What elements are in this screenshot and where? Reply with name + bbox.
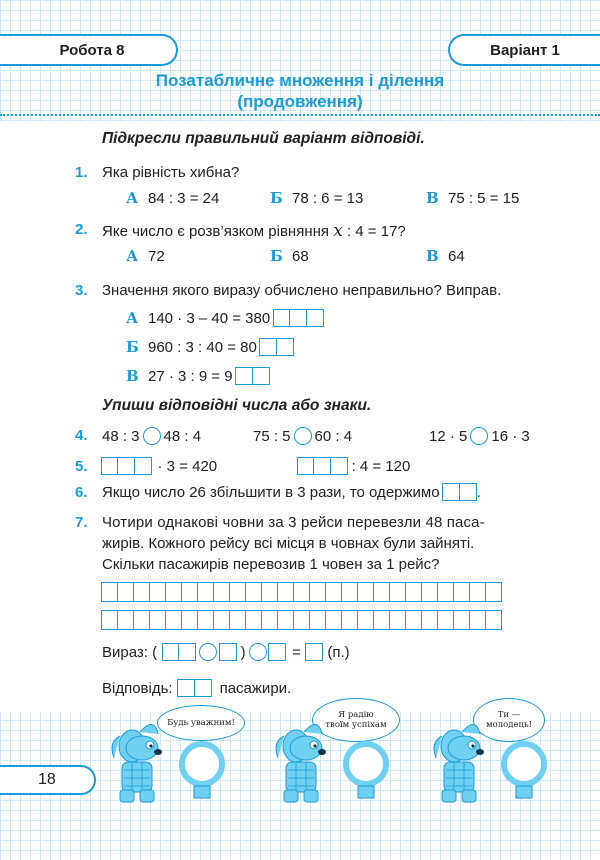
q2-option-b[interactable] [270, 247, 309, 265]
instruction-underline: Підкресли правильний варіант відповіді. [102, 130, 425, 147]
option-letter: В [426, 247, 439, 265]
grid-cell[interactable] [293, 610, 311, 630]
grid-cell[interactable] [149, 582, 167, 602]
bubble-text: Ти — молодець! [486, 710, 533, 730]
option-letter: А [126, 247, 139, 265]
sign-circle[interactable] [249, 643, 267, 661]
grid-cell[interactable] [485, 610, 503, 630]
grid-cell[interactable] [245, 610, 263, 630]
grid-cell[interactable] [453, 582, 471, 602]
sign-circle[interactable] [143, 427, 161, 445]
grid-cell[interactable] [181, 610, 199, 630]
option-letter: Б [270, 189, 283, 207]
option-text: 960 : 3 : 40 = 80 [148, 338, 257, 356]
answer-unit: пасажири. [219, 679, 292, 697]
grid-cell[interactable] [213, 610, 231, 630]
grid-cell[interactable] [181, 582, 199, 602]
grid-cell[interactable] [117, 582, 135, 602]
grid-cell[interactable] [309, 610, 327, 630]
solution-grid-row-2[interactable] [102, 610, 502, 630]
option-text: 140 · 3 – 40 = 380 [148, 309, 271, 327]
question-3-text: Значення якого виразу обчислено неправильно? Виправ. [102, 282, 502, 299]
bubble-text: Будь уважним! [167, 718, 235, 728]
q5-item-1 [102, 457, 217, 475]
grid-cell[interactable] [165, 610, 183, 630]
question-number: 7. [75, 514, 88, 531]
mascot-dog-icon [420, 712, 560, 808]
grid-cell[interactable] [149, 610, 167, 630]
question-number: 6. [75, 484, 88, 501]
expr-left: 12 · 5 [429, 427, 468, 445]
q7-answer [102, 679, 291, 697]
grid-cell[interactable] [133, 610, 151, 630]
q4-item-1 [102, 427, 201, 445]
grid-cell[interactable] [261, 610, 279, 630]
sign-circle[interactable] [199, 643, 217, 661]
option-letter: А [126, 189, 139, 207]
grid-cell[interactable] [277, 610, 295, 630]
option-text: 75 : 5 = 15 [448, 189, 520, 207]
grid-cell[interactable] [357, 610, 375, 630]
q6-sentence: Якщо число 26 збільшити в 3 рази, то одержимо [102, 483, 440, 501]
expr-text: : 4 = 120 [351, 457, 411, 475]
answer-boxes[interactable] [307, 643, 324, 661]
q7-expression [102, 643, 350, 661]
variant-label: Варіант 1 [490, 41, 560, 59]
q2-option-c[interactable] [426, 247, 465, 265]
mascot-dog-icon [98, 712, 238, 808]
page-title: Позатабличне множення і ділення [155, 71, 445, 90]
grid-cell[interactable] [437, 582, 455, 602]
header-divider [0, 114, 600, 116]
unit-label: (п.) [327, 643, 350, 661]
q7-line-1: Чотири однакові човни за 3 рейси перевезли 48 паса- [102, 514, 485, 531]
grid-cell[interactable] [341, 582, 359, 602]
option-text: 72 [148, 247, 165, 265]
sign-circle[interactable] [294, 427, 312, 445]
q1-option-b[interactable] [270, 189, 363, 207]
q4-item-3 [429, 427, 530, 445]
option-letter: Б [270, 247, 283, 265]
question-number: 3. [75, 282, 88, 299]
expr-left: 48 : 3 [102, 427, 140, 445]
grid-cell[interactable] [229, 582, 247, 602]
q5-item-2 [298, 457, 410, 475]
paren-close: ) [240, 643, 246, 661]
grid-cell[interactable] [293, 582, 311, 602]
grid-cell[interactable] [101, 610, 119, 630]
q3-option-a [126, 309, 324, 327]
sign-circle[interactable] [470, 427, 488, 445]
grid-cell[interactable] [469, 610, 487, 630]
grid-cell[interactable] [373, 582, 391, 602]
q2-text-after: : 4 = 17? [342, 223, 406, 240]
grid-cell[interactable] [101, 582, 119, 602]
option-text: 78 : 6 = 13 [292, 189, 364, 207]
option-letter: В [426, 189, 439, 207]
expression-label: Вираз: ( [102, 643, 158, 661]
grid-cell[interactable] [453, 610, 471, 630]
answer-boxes[interactable] [163, 643, 196, 661]
grid-cell[interactable] [213, 582, 231, 602]
page-subtitle: (продовження) [237, 92, 363, 111]
q7-line-2: жирів. Кожного рейсу всі місця в човнах були зайняті. [102, 535, 475, 552]
q3-option-c [126, 367, 270, 385]
q1-option-a[interactable] [126, 189, 219, 207]
page-number-badge [0, 765, 96, 795]
grid-cell[interactable] [117, 610, 135, 630]
grid-cell[interactable] [165, 582, 183, 602]
equals-sign: = [292, 643, 301, 661]
grid-cell[interactable] [389, 610, 407, 630]
answer-boxes[interactable] [237, 367, 270, 385]
option-letter: В [126, 367, 139, 385]
answer-boxes[interactable] [270, 643, 287, 661]
question-number: 5. [75, 458, 88, 475]
q7-line-3: Скільки пасажирів перевозив 1 човен за 1 рейс? [102, 556, 440, 573]
question-number: 1. [75, 164, 88, 181]
grid-cell[interactable] [261, 582, 279, 602]
grid-cell[interactable] [197, 610, 215, 630]
grid-cell[interactable] [229, 610, 247, 630]
expr-text: · 3 = 420 [157, 457, 218, 475]
answer-boxes[interactable] [274, 309, 324, 327]
mascot-dog-icon [262, 712, 402, 808]
option-text: 27 · 3 : 9 = 9 [148, 367, 233, 385]
grid-cell[interactable] [421, 610, 439, 630]
answer-boxes[interactable] [179, 679, 212, 697]
grid-cell[interactable] [197, 582, 215, 602]
q1-option-c[interactable] [426, 189, 519, 207]
grid-cell[interactable] [373, 610, 391, 630]
grid-cell[interactable] [421, 582, 439, 602]
option-letter: А [126, 309, 139, 327]
q6-text [102, 483, 481, 501]
grid-cell[interactable] [325, 582, 343, 602]
answer-boxes[interactable] [220, 643, 237, 661]
q2-variable: x [333, 221, 343, 241]
q4-item-2 [253, 427, 352, 445]
page-number: 18 [38, 771, 56, 788]
grid-cell[interactable] [405, 582, 423, 602]
solution-grid-row-1[interactable] [102, 582, 502, 602]
grid-cell[interactable] [389, 582, 407, 602]
grid-cell[interactable] [277, 582, 295, 602]
grid-cell[interactable] [469, 582, 487, 602]
answer-boxes[interactable] [261, 338, 294, 356]
q6-end: . [476, 483, 481, 501]
option-letter: Б [126, 338, 139, 356]
option-text: 64 [448, 247, 465, 265]
grid-cell[interactable] [437, 610, 455, 630]
grid-cell[interactable] [133, 582, 151, 602]
q2-option-a[interactable] [126, 247, 165, 265]
grid-cell[interactable] [325, 610, 343, 630]
option-text: 84 : 3 = 24 [148, 189, 220, 207]
q2-text-before: Яке число є розв’язком рівняння [102, 223, 334, 240]
work-number-badge [0, 34, 178, 66]
answer-boxes[interactable] [102, 457, 152, 475]
answer-boxes[interactable] [298, 457, 348, 475]
grid-cell[interactable] [357, 582, 375, 602]
bubble-text: Я радію твоїм успіхам [325, 710, 387, 730]
expr-right: 60 : 4 [314, 427, 353, 445]
work-number-label: Робота 8 [59, 41, 125, 59]
question-number: 2. [75, 221, 88, 238]
question-number: 4. [75, 427, 88, 444]
grid-cell[interactable] [341, 610, 359, 630]
instruction-fill-in: Упиши відповідні числа або знаки. [102, 397, 372, 414]
grid-cell[interactable] [485, 582, 503, 602]
expr-left: 75 : 5 [253, 427, 291, 445]
answer-label: Відповідь: [102, 679, 173, 697]
expr-right: 16 · 3 [491, 427, 530, 445]
variant-badge [448, 34, 600, 66]
q3-option-b [126, 338, 294, 356]
option-text: 68 [292, 247, 309, 265]
question-2-text [102, 221, 406, 241]
answer-boxes[interactable] [444, 483, 477, 501]
question-1-text: Яка рівність хибна? [102, 164, 240, 181]
grid-cell[interactable] [309, 582, 327, 602]
grid-cell[interactable] [405, 610, 423, 630]
grid-cell[interactable] [245, 582, 263, 602]
expr-right: 48 : 4 [163, 427, 202, 445]
